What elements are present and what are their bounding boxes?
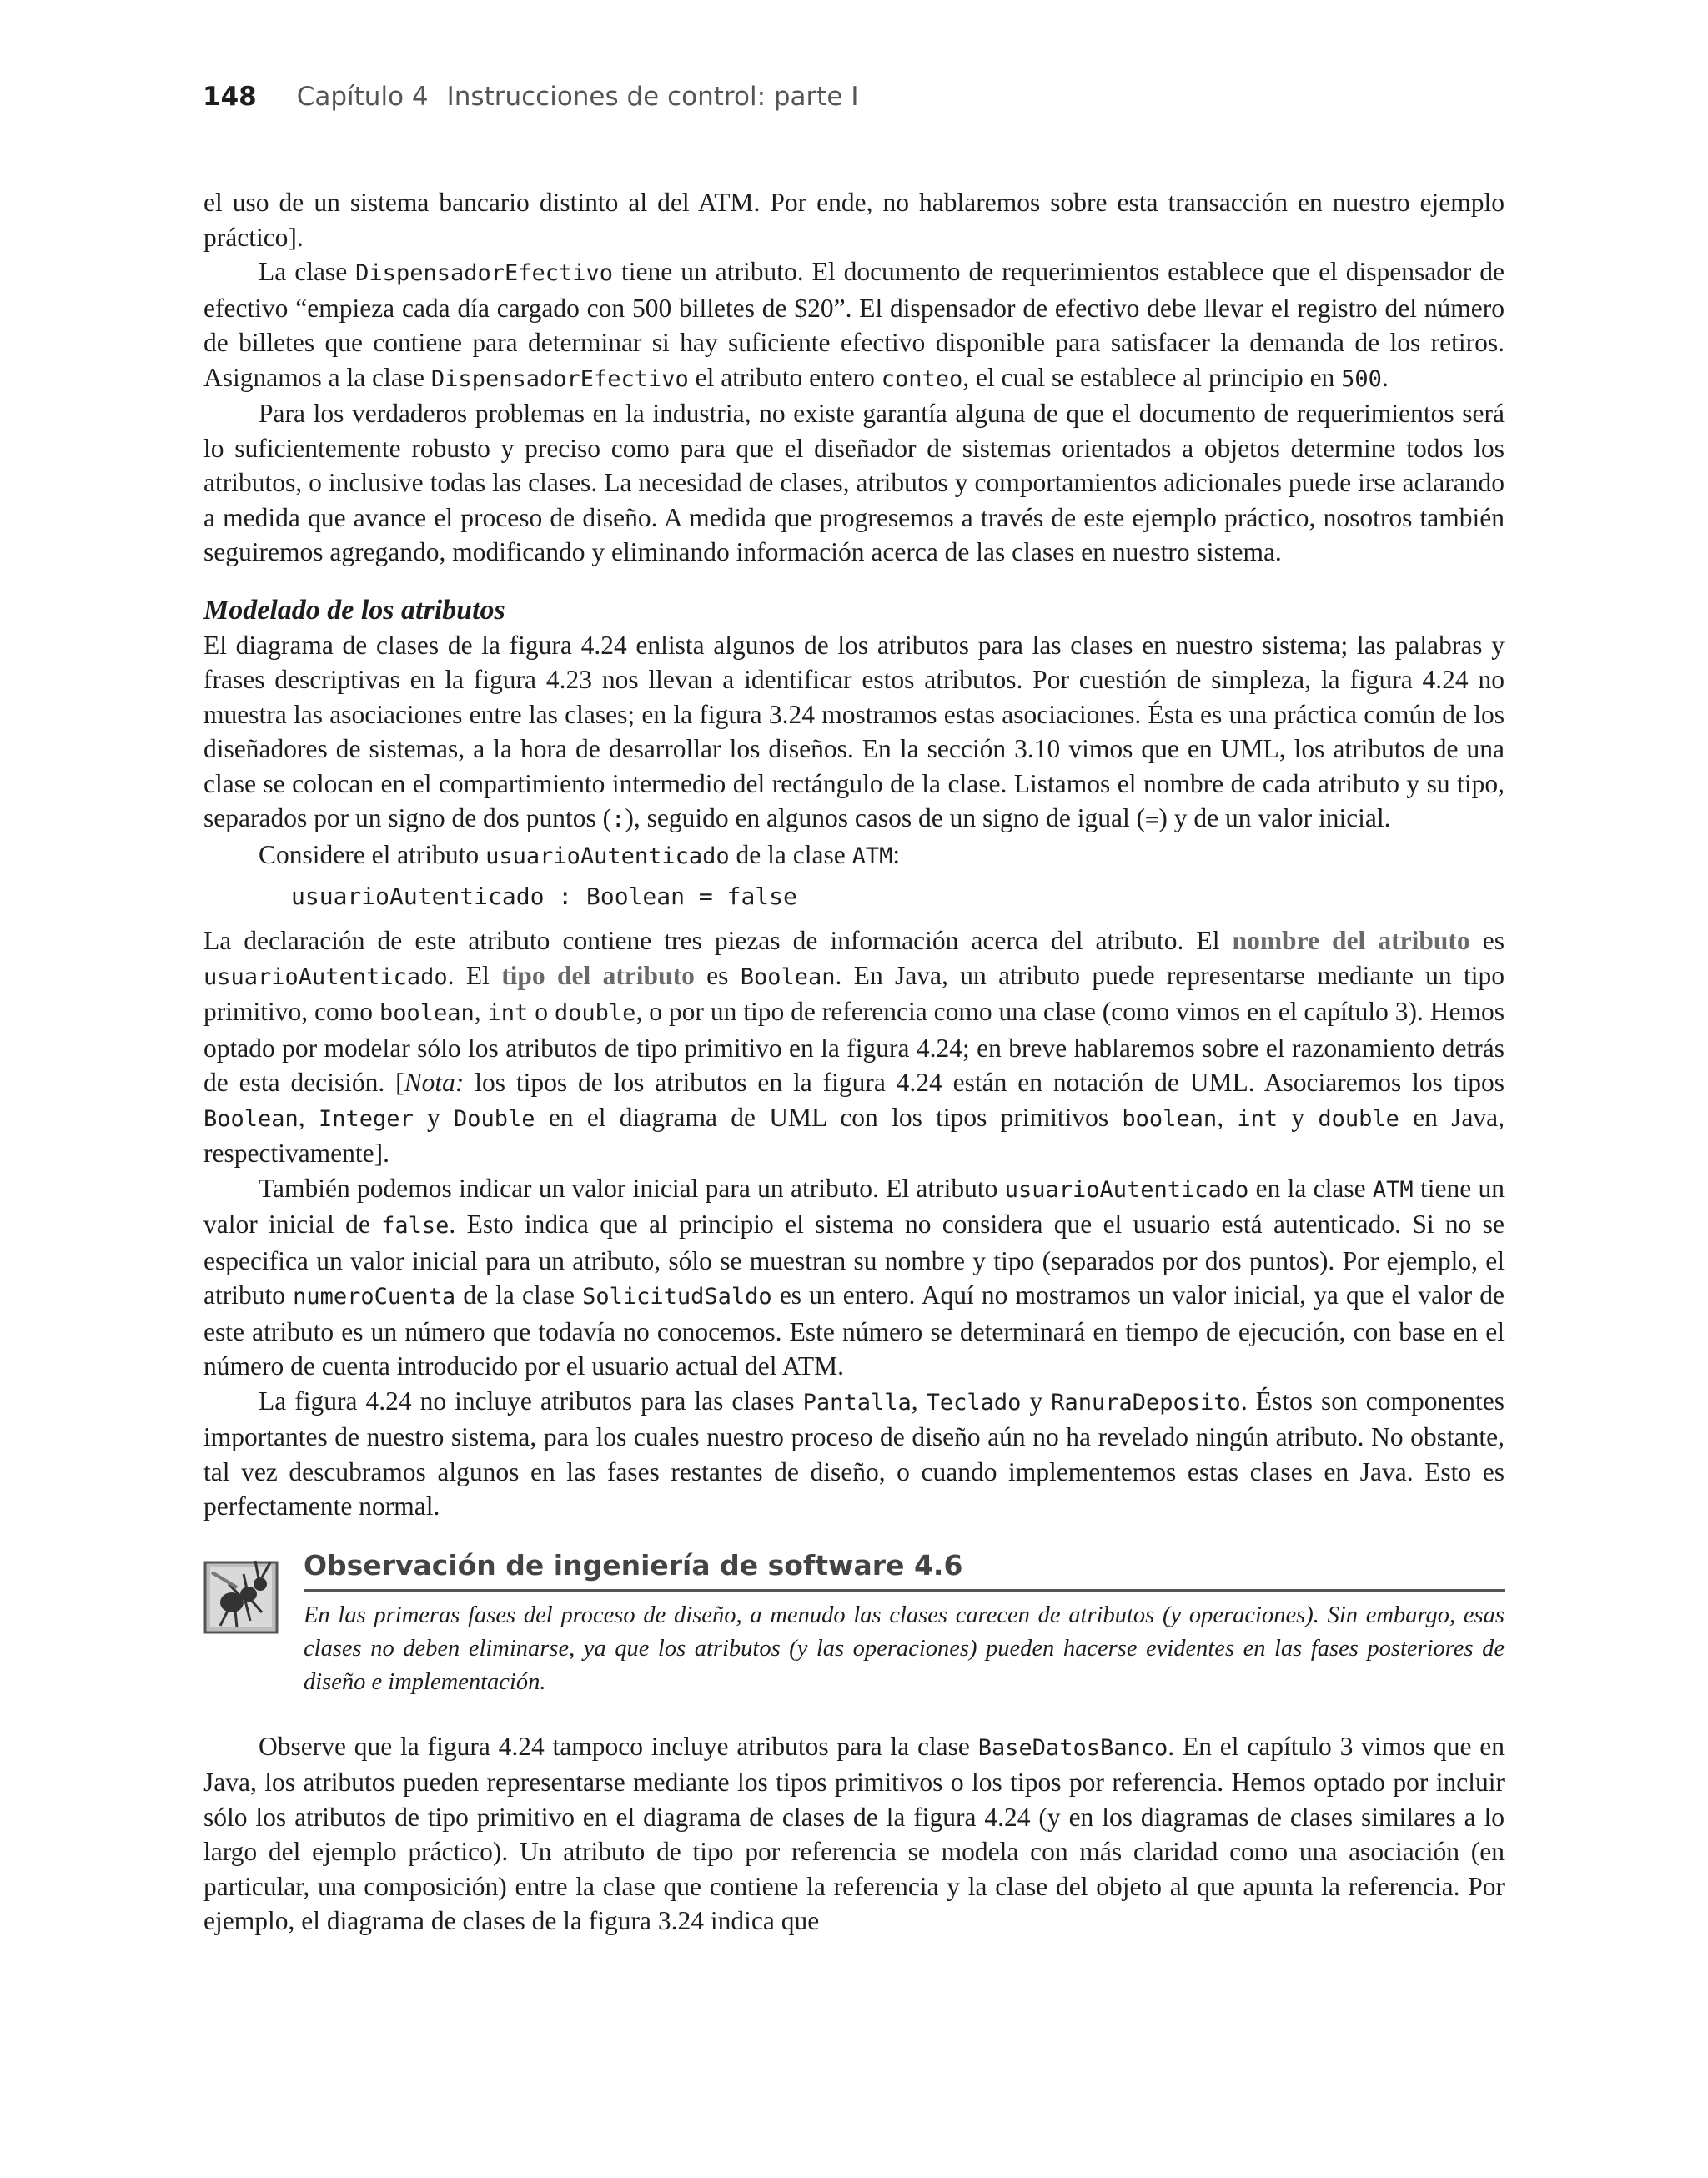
paragraph: La clase DispensadorEfectivo tiene un atributo. El documento de requerimientos establece que el dispensador de efectivo “empieza cada día cargado con 500 billetes de $20”. El dispensador de efectivo debe llevar el registro del número de billetes que contiene para determinar si hay suficiente efectivo disponible para satisfacer la demanda de los retiros. Asignamos a la clase DispensadorEfectivo el atributo entero conteo, el cual se establece al principio en 500. xyxy=(203,257,1505,392)
chapter-title: Instrucciones de control: parte I xyxy=(446,82,859,112)
code-inline: DispensadorEfectivo xyxy=(355,260,614,286)
paragraph: el uso de un sistema bancario distinto al del ATM. Por ende, no hablaremos sobre esta transacción en nuestro ejemplo práctico]. xyxy=(203,188,1505,252)
paragraph: La declaración de este atributo contiene tres piezas de información acerca del atributo. El nombre del atributo es usuarioAutenticado. El tipo del atributo es Boolean. En Java, un atributo puede representarse mediante un tipo primitivo, como boolean, int o double, o por un tipo de referencia como una clase (como vimos en el capítulo 3). Hemos optado por modelar sólo los atributos de tipo primitivo en la figura 4.24; en breve hablaremos sobre el razonamiento detrás de esta decisión. [Nota: los tipos de los atributos en la figura 4.24 están en notación de UML. Asociaremos los tipos Boolean, Integer y Double en el diagrama de UML con los tipos primitivos boolean, int y double en Java, respectivamente]. xyxy=(203,926,1505,1168)
ant-icon xyxy=(203,1551,284,1637)
paragraph: Observe que la figura 4.24 tampoco incluye atributos para la clase BaseDatosBanco. En el capítulo 3 vimos que en Java, los atributos pueden representarse mediante los tipos primitivos o los tipos por referencia. Hemos optado por incluir sólo los atributos de tipo primitivo en el diagrama de clases de la figura 4.24 (y en los diagramas de clases similares a lo largo del ejemplo práctico). Un atributo de tipo por referencia se modela con más claridad como una asociación (en particular, una composición) entre la clase que contiene la referencia y la clase del objeto al que apunta la referencia. Por ejemplo, el diagrama de clases de la figura 3.24 indica que xyxy=(203,1731,1505,1935)
paragraph: También podemos indicar un valor inicial para un atributo. El atributo usuarioAutenticado en la clase ATM tiene un valor inicial de false. Esto indica que al principio el sistema no considera que el usuario está autenticado. Si no se especifica un valor inicial para un atributo, sólo se muestran su nombre y tipo (separados por dos puntos). Por ejemplo, el atributo numeroCuenta de la clase SolicitudSaldo es un entero. Aquí no mostramos un valor inicial, ya que el valor de este atributo es un número que todavía no conocemos. Este número se determinará en tiempo de ejecución, con base en el número de cuenta introducido por el usuario actual del ATM. xyxy=(203,1173,1505,1381)
paragraph: Para los verdaderos problemas en la industria, no existe garantía alguna de que el documento de requerimientos será lo suficientemente robusto y preciso como para que el diseñador de sistemas orientados a objetos determine todos los atributos, o inclusive todas las clases. La necesidad de clases, atributos y comportamientos adicionales puede irse aclarando a medida que avance el proceso de diseño. A medida que progresemos a través de este ejemplo práctico, nosotros también seguiremos agregando, modificando y eliminando información acerca de las clases en nuestro sistema. xyxy=(203,399,1505,566)
paragraph: El diagrama de clases de la figura 4.24 enlista algunos de los atributos para las clases en nuestro sistema; las palabras y frases descriptivas en la figura 4.23 nos llevan a identificar estos atributos. Por cuestión de simpleza, la figura 4.24 no muestra las asociaciones entre las clases; en la figura 3.24 mostramos estas asociaciones. Ésta es una práctica común de los diseñadores de sistemas, a la hora de desarrollar los diseños. En la sección 3.10 vimos que en UML, los atributos de una clase se colocan en el compartimiento intermedio del rectángulo de la clase. Listamos el nombre de cada atributo y su tipo, separados por un signo de dos puntos (:), seguido en algunos casos de un signo de igual (=) y de un valor inicial. xyxy=(203,630,1505,832)
body-text xyxy=(203,185,1505,1939)
code-inline: : xyxy=(611,807,625,832)
running-head xyxy=(203,82,859,112)
paragraph: Considere el atributo usuarioAutenticado de la clase ATM: xyxy=(259,839,901,869)
software-engineering-observation xyxy=(203,1547,1505,1711)
key-term: tipo del atributo xyxy=(501,960,695,990)
code-inline: = xyxy=(1145,807,1159,832)
code-inline: ATM xyxy=(851,843,893,869)
section-heading: Modelado de los atributos xyxy=(203,594,505,626)
code-inline: conteo xyxy=(881,365,963,392)
key-term: nombre del atributo xyxy=(1232,926,1470,955)
observation-text: En las primeras fases del proceso de diseño, a menudo las clases carecen de atributos (y operaciones). Sin embargo, esas clases no deben eliminarse, ya que los atributos (y las operaciones) pueden hacerse evidentes en las fases posteriores de diseño e implementación. xyxy=(304,1602,1505,1695)
code-inline: usuarioAutenticado xyxy=(485,843,730,869)
observation-title: Observación de ingeniería de software 4.6 xyxy=(304,1547,1505,1592)
page-number: 148 xyxy=(203,82,257,112)
code-inline: 500 xyxy=(1341,365,1382,392)
chapter-label: Capítulo 4 xyxy=(296,82,429,112)
paragraph: La figura 4.24 no incluye atributos para las clases Pantalla, Teclado y RanuraDeposito. Éstos son componentes importantes de nuestro sistema, para los cuales nuestro proceso de diseño aún no ha revelado ningún atributo. No obstante, tal vez descubramos algunos en las fases restantes de diseño, o cuando implementemos estas clases en Java. Esto es perfectamente normal. xyxy=(203,1386,1505,1521)
code-example: usuarioAutenticado : Boolean = false xyxy=(291,883,797,910)
code-inline: DispensadorEfectivo xyxy=(430,365,689,392)
